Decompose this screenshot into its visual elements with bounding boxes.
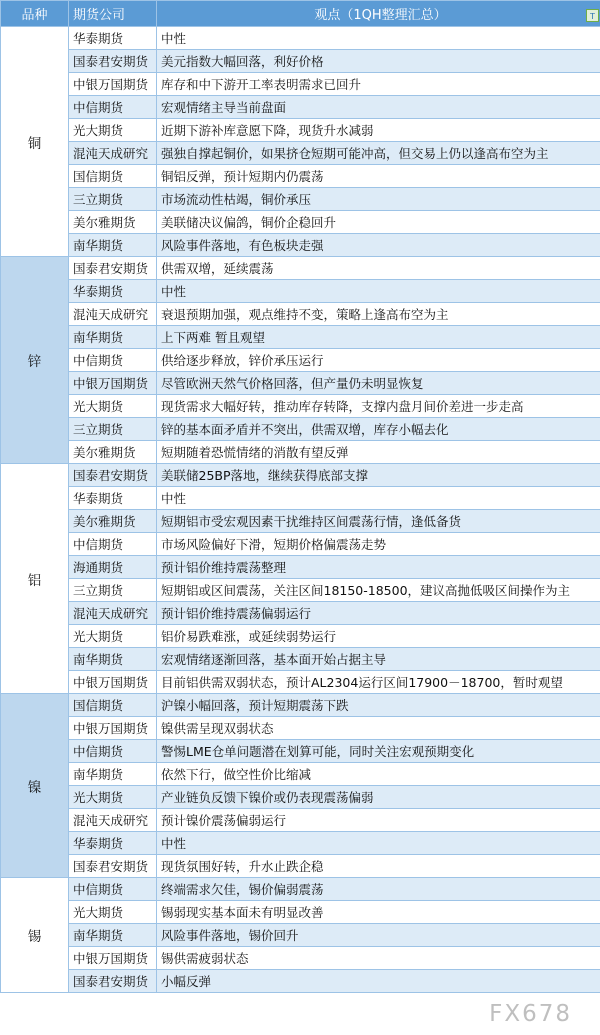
view-cell: 风险事件落地，锡价回升 (157, 924, 600, 947)
variety-cell: 铝 (1, 464, 69, 694)
table-row (1, 947, 600, 970)
view-cell: 库存和中下游开工率表明需求已回升 (157, 73, 600, 96)
company-cell: 美尔雅期货 (69, 510, 157, 533)
company-cell: 三立期货 (69, 579, 157, 602)
variety-cell: 锡 (1, 878, 69, 993)
table-row (1, 625, 600, 648)
company-cell: 南华期货 (69, 326, 157, 349)
view-cell: 铜铝反弹，预计短期内仍震荡 (157, 165, 600, 188)
table-row (1, 740, 600, 763)
table-row (1, 50, 600, 73)
table-row (1, 303, 600, 326)
view-cell: 宏观情绪逐渐回落，基本面开始占据主导 (157, 648, 600, 671)
table-row (1, 234, 600, 257)
view-cell: 沪镍小幅回落，预计短期震荡下跌 (157, 694, 600, 717)
company-cell: 混沌天成研究 (69, 809, 157, 832)
header-variety: 品种 (1, 1, 69, 27)
company-cell: 三立期货 (69, 418, 157, 441)
company-cell: 海通期货 (69, 556, 157, 579)
view-cell: 现货需求大幅好转，推动库存转降，支撑内盘月间价差进一步走高 (157, 395, 600, 418)
table-row (1, 901, 600, 924)
table-row (1, 579, 600, 602)
company-cell: 中银万国期货 (69, 717, 157, 740)
table-row (1, 441, 600, 464)
table-row (1, 326, 600, 349)
company-cell: 中银万国期货 (69, 947, 157, 970)
view-cell: 锌的基本面矛盾并不突出，供需双增，库存小幅去化 (157, 418, 600, 441)
company-cell: 国泰君安期货 (69, 464, 157, 487)
view-cell: 预计铝价维持震荡偏弱运行 (157, 602, 600, 625)
header-company: 期货公司 (69, 1, 157, 27)
table-row (1, 395, 600, 418)
view-cell: 小幅反弹 (157, 970, 600, 993)
company-cell: 国泰君安期货 (69, 970, 157, 993)
company-cell: 华泰期货 (69, 487, 157, 510)
table-row (1, 510, 600, 533)
view-cell: 供需双增，延续震荡 (157, 257, 600, 280)
table-row (1, 73, 600, 96)
view-cell: 美联储决议偏鸽，铜价企稳回升 (157, 211, 600, 234)
view-cell: 近期下游补库意愿下降，现货升水减弱 (157, 119, 600, 142)
company-cell: 中信期货 (69, 96, 157, 119)
view-cell: 宏观情绪主导当前盘面 (157, 96, 600, 119)
table-row (1, 556, 600, 579)
table-row (1, 27, 600, 50)
company-cell: 光大期货 (69, 786, 157, 809)
table-row (1, 165, 600, 188)
table-row (1, 257, 600, 280)
view-cell: 目前铝供需双弱状态，预计AL2304运行区间17900－18700，暂时观望 (157, 671, 600, 694)
view-cell: 市场流动性枯竭，铜价承压 (157, 188, 600, 211)
company-cell: 国泰君安期货 (69, 257, 157, 280)
view-cell: 强独自撑起铜价，如果挤仓短期可能冲高，但交易上仍以逢高布空为主 (157, 142, 600, 165)
table-row (1, 832, 600, 855)
company-cell: 美尔雅期货 (69, 441, 157, 464)
company-cell: 混沌天成研究 (69, 303, 157, 326)
table-row (1, 855, 600, 878)
company-cell: 混沌天成研究 (69, 142, 157, 165)
table-row (1, 694, 600, 717)
header-view-label: 观点（1QH整理汇总） (314, 8, 447, 23)
table-row (1, 211, 600, 234)
company-cell: 华泰期货 (69, 280, 157, 303)
company-cell: 光大期货 (69, 901, 157, 924)
company-cell: 中银万国期货 (69, 671, 157, 694)
view-cell: 产业链负反馈下镍价或仍表现震荡偏弱 (157, 786, 600, 809)
table-row (1, 280, 600, 303)
table-row (1, 119, 600, 142)
view-cell: 预计镍价震荡偏弱运行 (157, 809, 600, 832)
view-cell: 尽管欧洲天然气价格回落，但产量仍未明显恢复 (157, 372, 600, 395)
view-cell: 镍供需呈现双弱状态 (157, 717, 600, 740)
company-cell: 南华期货 (69, 648, 157, 671)
table-row (1, 418, 600, 441)
variety-cell: 锌 (1, 257, 69, 464)
table-row (1, 717, 600, 740)
company-cell: 光大期货 (69, 395, 157, 418)
table-row (1, 602, 600, 625)
view-cell: 美元指数大幅回落，利好价格 (157, 50, 600, 73)
table-row (1, 372, 600, 395)
view-cell: 锡供需疲弱状态 (157, 947, 600, 970)
table-row (1, 924, 600, 947)
company-cell: 光大期货 (69, 625, 157, 648)
company-cell: 中信期货 (69, 349, 157, 372)
view-cell: 现货氛围好转，升水止跌企稳 (157, 855, 600, 878)
company-cell: 中银万国期货 (69, 73, 157, 96)
company-cell: 南华期货 (69, 763, 157, 786)
view-cell: 风险事件落地，有色板块走强 (157, 234, 600, 257)
table-row (1, 786, 600, 809)
view-cell: 衰退预期加强，观点维持不变，策略上逢高布空为主 (157, 303, 600, 326)
view-cell: 短期随着恐慌情绪的消散有望反弹 (157, 441, 600, 464)
company-cell: 南华期货 (69, 924, 157, 947)
table-row (1, 142, 600, 165)
table-row (1, 487, 600, 510)
view-cell: 终端需求欠佳，锡价偏弱震荡 (157, 878, 600, 901)
view-cell: 中性 (157, 27, 600, 50)
table-row (1, 763, 600, 786)
company-cell: 华泰期货 (69, 27, 157, 50)
filter-icon[interactable]: T (586, 9, 599, 22)
company-cell: 国信期货 (69, 694, 157, 717)
company-cell: 中信期货 (69, 740, 157, 763)
variety-cell: 镍 (1, 694, 69, 878)
table-row (1, 188, 600, 211)
company-cell: 华泰期货 (69, 832, 157, 855)
view-cell: 短期铝市受宏观因素干扰维持区间震荡行情，逢低备货 (157, 510, 600, 533)
company-cell: 中信期货 (69, 878, 157, 901)
table-row (1, 464, 600, 487)
view-cell: 铝价易跌难涨，或延续弱势运行 (157, 625, 600, 648)
view-cell: 预计铝价维持震荡整理 (157, 556, 600, 579)
view-cell: 依然下行，做空性价比缩减 (157, 763, 600, 786)
watermark: FX678 (489, 1001, 572, 1027)
view-cell: 警惕LME仓单问题潜在划算可能，同时关注宏观预期变化 (157, 740, 600, 763)
table-body (1, 27, 600, 993)
table-row (1, 96, 600, 119)
company-cell: 国泰君安期货 (69, 855, 157, 878)
company-cell: 南华期货 (69, 234, 157, 257)
header-view (157, 1, 600, 27)
company-cell: 中信期货 (69, 533, 157, 556)
view-cell: 中性 (157, 280, 600, 303)
company-cell: 混沌天成研究 (69, 602, 157, 625)
variety-cell: 铜 (1, 27, 69, 257)
header-row (1, 1, 600, 27)
view-cell: 市场风险偏好下滑，短期价格偏震荡走势 (157, 533, 600, 556)
view-cell: 供给逐步释放，锌价承压运行 (157, 349, 600, 372)
view-cell: 美联储25BP落地，继续获得底部支撑 (157, 464, 600, 487)
company-cell: 国泰君安期货 (69, 50, 157, 73)
company-cell: 光大期货 (69, 119, 157, 142)
company-cell: 三立期货 (69, 188, 157, 211)
view-cell: 中性 (157, 487, 600, 510)
view-cell: 上下两难 暂且观望 (157, 326, 600, 349)
table-row (1, 970, 600, 993)
company-cell: 中银万国期货 (69, 372, 157, 395)
table-row (1, 878, 600, 901)
view-cell: 短期铝或区间震荡，关注区间18150-18500，建议高抛低吸区间操作为主 (157, 579, 600, 602)
table-row (1, 349, 600, 372)
view-cell: 中性 (157, 832, 600, 855)
company-cell: 国信期货 (69, 165, 157, 188)
table-row (1, 809, 600, 832)
table-row (1, 533, 600, 556)
company-cell: 美尔雅期货 (69, 211, 157, 234)
view-cell: 锡弱现实基本面未有明显改善 (157, 901, 600, 924)
table-row (1, 648, 600, 671)
table-row (1, 671, 600, 694)
